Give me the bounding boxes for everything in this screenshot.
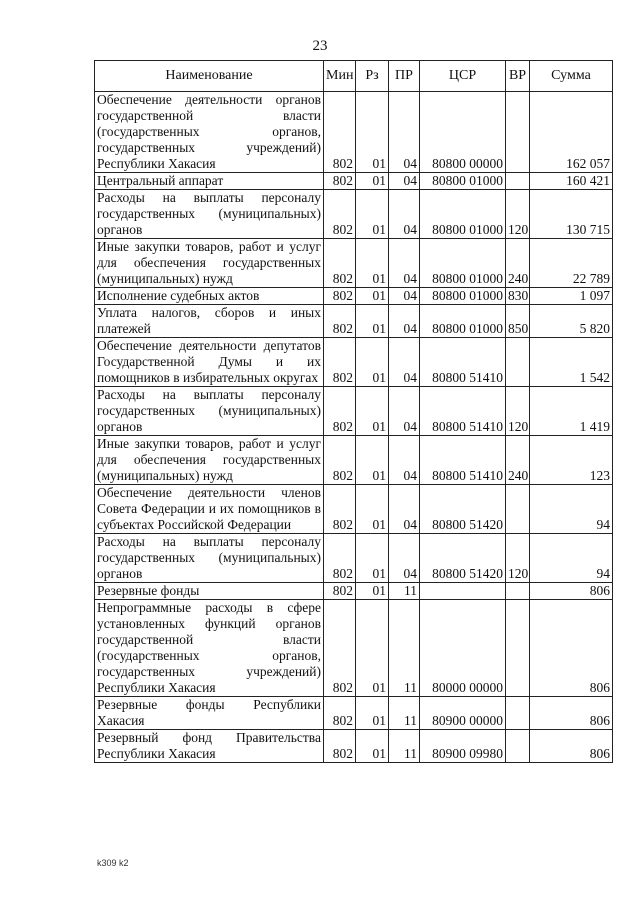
cell-rz: 01 bbox=[356, 436, 389, 485]
header-pr: ПР bbox=[389, 61, 420, 92]
cell-min: 802 bbox=[324, 436, 356, 485]
cell-name: Резервные фонды Республики Хакасия bbox=[95, 697, 324, 730]
cell-sum: 162 057 bbox=[530, 92, 613, 173]
cell-pr: 04 bbox=[389, 173, 420, 190]
cell-min: 802 bbox=[324, 288, 356, 305]
cell-sum: 160 421 bbox=[530, 173, 613, 190]
table-row bbox=[95, 600, 613, 697]
cell-vr bbox=[506, 338, 530, 387]
cell-min: 802 bbox=[324, 173, 356, 190]
table-row bbox=[95, 239, 613, 288]
cell-sum: 806 bbox=[530, 583, 613, 600]
cell-pr: 04 bbox=[389, 92, 420, 173]
cell-name: Исполнение судебных актов bbox=[95, 288, 324, 305]
cell-min: 802 bbox=[324, 305, 356, 338]
cell-name: Обеспечение деятельности органов государственной власти (государственных органов, государственных учреждений) Республики Хакасия bbox=[95, 92, 324, 173]
cell-rz: 01 bbox=[356, 485, 389, 534]
cell-csr: 80900 00000 bbox=[420, 697, 506, 730]
cell-name: Иные закупки товаров, работ и услуг для обеспечения государственных (муниципальных) нужд bbox=[95, 436, 324, 485]
cell-pr: 11 bbox=[389, 730, 420, 763]
cell-pr: 04 bbox=[389, 485, 420, 534]
cell-csr: 80000 00000 bbox=[420, 600, 506, 697]
cell-pr: 04 bbox=[389, 239, 420, 288]
cell-csr: 80800 00000 bbox=[420, 92, 506, 173]
cell-vr bbox=[506, 730, 530, 763]
cell-min: 802 bbox=[324, 583, 356, 600]
cell-sum: 22 789 bbox=[530, 239, 613, 288]
cell-sum: 1 419 bbox=[530, 387, 613, 436]
cell-vr bbox=[506, 92, 530, 173]
cell-name: Обеспечение деятельности членов Совета Федерации и их помощников в субъектах Российской Федерации bbox=[95, 485, 324, 534]
cell-rz: 01 bbox=[356, 92, 389, 173]
cell-csr: 80800 01000 bbox=[420, 190, 506, 239]
cell-pr: 04 bbox=[389, 190, 420, 239]
cell-name: Резервный фонд Правительства Республики Хакасия bbox=[95, 730, 324, 763]
cell-vr: 240 bbox=[506, 436, 530, 485]
table-row bbox=[95, 534, 613, 583]
cell-pr: 04 bbox=[389, 338, 420, 387]
cell-name: Расходы на выплаты персоналу государственных (муниципальных) органов bbox=[95, 387, 324, 436]
cell-name: Обеспечение деятельности депутатов Государственной Думы и их помощников в избирательных округах bbox=[95, 338, 324, 387]
cell-name: Иные закупки товаров, работ и услуг для обеспечения государственных (муниципальных) нужд bbox=[95, 239, 324, 288]
cell-csr: 80800 01000 bbox=[420, 288, 506, 305]
cell-sum: 1 097 bbox=[530, 288, 613, 305]
cell-min: 802 bbox=[324, 92, 356, 173]
cell-rz: 01 bbox=[356, 600, 389, 697]
table-row bbox=[95, 173, 613, 190]
cell-rz: 01 bbox=[356, 190, 389, 239]
table-header-row bbox=[95, 61, 613, 92]
cell-rz: 01 bbox=[356, 288, 389, 305]
header-min: Мин bbox=[324, 61, 356, 92]
cell-vr bbox=[506, 485, 530, 534]
cell-sum: 94 bbox=[530, 485, 613, 534]
cell-csr: 80800 51420 bbox=[420, 485, 506, 534]
header-csr: ЦСР bbox=[420, 61, 506, 92]
cell-rz: 01 bbox=[356, 239, 389, 288]
table-row bbox=[95, 338, 613, 387]
cell-vr bbox=[506, 600, 530, 697]
cell-vr: 120 bbox=[506, 387, 530, 436]
cell-pr: 11 bbox=[389, 600, 420, 697]
table-row bbox=[95, 190, 613, 239]
cell-vr bbox=[506, 583, 530, 600]
cell-pr: 04 bbox=[389, 288, 420, 305]
cell-name: Расходы на выплаты персоналу государственных (муниципальных) органов bbox=[95, 190, 324, 239]
cell-name: Центральный аппарат bbox=[95, 173, 324, 190]
cell-csr bbox=[420, 583, 506, 600]
cell-sum: 130 715 bbox=[530, 190, 613, 239]
header-name: Наименование bbox=[95, 61, 324, 92]
header-rz: Рз bbox=[356, 61, 389, 92]
cell-csr: 80800 51420 bbox=[420, 534, 506, 583]
table-row bbox=[95, 485, 613, 534]
table-row bbox=[95, 305, 613, 338]
budget-table bbox=[94, 60, 613, 763]
cell-rz: 01 bbox=[356, 338, 389, 387]
table-row bbox=[95, 288, 613, 305]
cell-csr: 80800 01000 bbox=[420, 239, 506, 288]
cell-min: 802 bbox=[324, 730, 356, 763]
cell-sum: 123 bbox=[530, 436, 613, 485]
table-row bbox=[95, 697, 613, 730]
cell-vr: 120 bbox=[506, 534, 530, 583]
cell-csr: 80800 01000 bbox=[420, 305, 506, 338]
header-vr: ВР bbox=[506, 61, 530, 92]
cell-pr: 04 bbox=[389, 436, 420, 485]
cell-min: 802 bbox=[324, 190, 356, 239]
table-body bbox=[95, 92, 613, 763]
cell-vr: 240 bbox=[506, 239, 530, 288]
cell-vr bbox=[506, 697, 530, 730]
cell-sum: 94 bbox=[530, 534, 613, 583]
cell-vr: 830 bbox=[506, 288, 530, 305]
cell-rz: 01 bbox=[356, 730, 389, 763]
cell-pr: 11 bbox=[389, 583, 420, 600]
cell-name: Расходы на выплаты персоналу государственных (муниципальных) органов bbox=[95, 534, 324, 583]
cell-vr: 850 bbox=[506, 305, 530, 338]
cell-min: 802 bbox=[324, 600, 356, 697]
cell-name: Непрограммные расходы в сфере установленных функций органов государственной власти (государственных органов, государственных учреждений) Республики Хакасия bbox=[95, 600, 324, 697]
cell-pr: 04 bbox=[389, 305, 420, 338]
cell-name: Уплата налогов, сборов и иных платежей bbox=[95, 305, 324, 338]
cell-sum: 806 bbox=[530, 600, 613, 697]
cell-rz: 01 bbox=[356, 173, 389, 190]
header-sum: Сумма bbox=[530, 61, 613, 92]
cell-sum: 1 542 bbox=[530, 338, 613, 387]
cell-min: 802 bbox=[324, 697, 356, 730]
cell-csr: 80800 51410 bbox=[420, 387, 506, 436]
table-row bbox=[95, 387, 613, 436]
cell-name: Резервные фонды bbox=[95, 583, 324, 600]
cell-rz: 01 bbox=[356, 387, 389, 436]
cell-vr: 120 bbox=[506, 190, 530, 239]
cell-sum: 5 820 bbox=[530, 305, 613, 338]
cell-sum: 806 bbox=[530, 730, 613, 763]
cell-pr: 11 bbox=[389, 697, 420, 730]
table-row bbox=[95, 730, 613, 763]
cell-rz: 01 bbox=[356, 534, 389, 583]
cell-sum: 806 bbox=[530, 697, 613, 730]
cell-pr: 04 bbox=[389, 387, 420, 436]
cell-min: 802 bbox=[324, 239, 356, 288]
table-row bbox=[95, 583, 613, 600]
footer-code: k309 k2 bbox=[97, 858, 129, 868]
cell-csr: 80800 01000 bbox=[420, 173, 506, 190]
cell-min: 802 bbox=[324, 338, 356, 387]
cell-csr: 80800 51410 bbox=[420, 436, 506, 485]
cell-min: 802 bbox=[324, 387, 356, 436]
cell-min: 802 bbox=[324, 485, 356, 534]
table-row bbox=[95, 436, 613, 485]
cell-csr: 80900 09980 bbox=[420, 730, 506, 763]
cell-csr: 80800 51410 bbox=[420, 338, 506, 387]
page-number: 23 bbox=[312, 38, 328, 54]
cell-min: 802 bbox=[324, 534, 356, 583]
cell-pr: 04 bbox=[389, 534, 420, 583]
cell-rz: 01 bbox=[356, 305, 389, 338]
table-row bbox=[95, 92, 613, 173]
cell-vr bbox=[506, 173, 530, 190]
cell-rz: 01 bbox=[356, 583, 389, 600]
cell-rz: 01 bbox=[356, 697, 389, 730]
